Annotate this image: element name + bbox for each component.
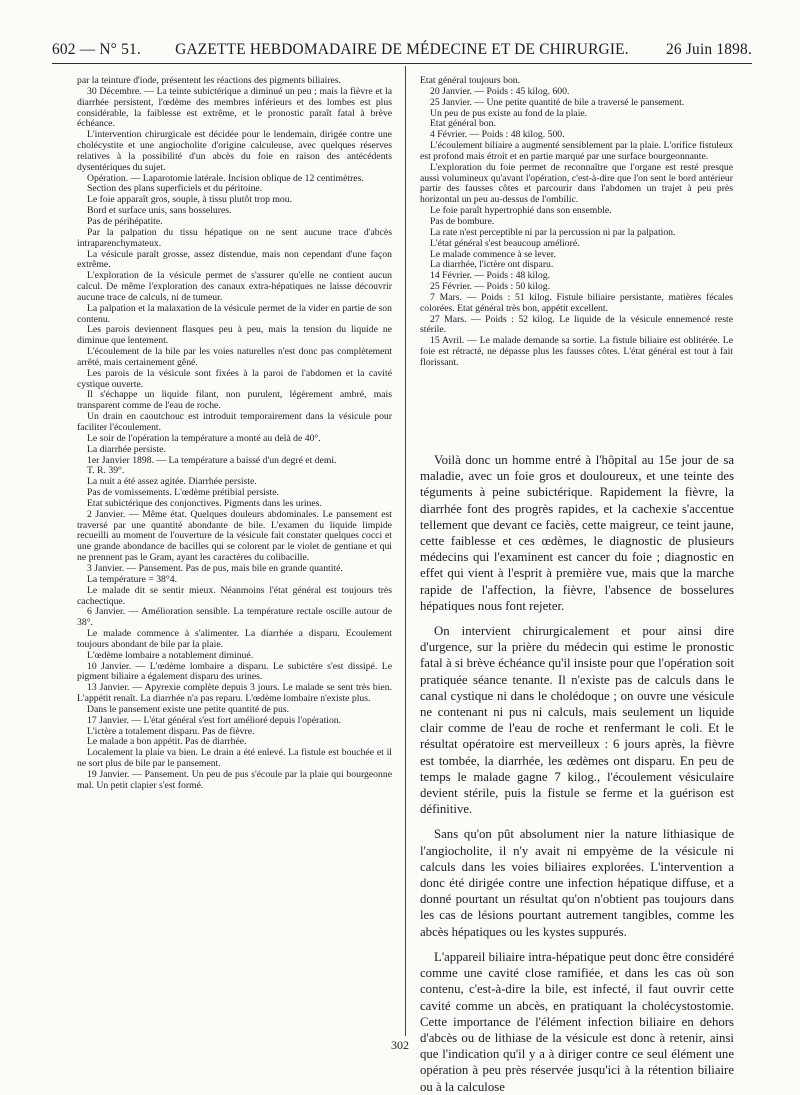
paragraph: Section des plans superficiels et du péritoine. <box>87 183 263 195</box>
paragraph: La nuit a été assez agitée. Diarrhée persiste. <box>87 476 257 488</box>
paragraph: Le malade commence à s'alimenter. La diarrhée a disparu. Ecoulement toujours abondant de bile par la plaie. <box>77 628 392 650</box>
paragraph: Pas de bombure. <box>430 215 495 227</box>
paragraph: 13 Janvier. — Apyrexie complète depuis 3 jours. Le malade se sent très bien. L'appétit renaît. La diarrhée n'a pas reparu. L'œdème lombaire n'existe plus. <box>77 682 392 705</box>
paragraph: par la teinture d'iode, présentent les réactions des pigments biliaires. <box>77 75 342 86</box>
right-column-discussion <box>420 452 734 1094</box>
journal-title: GAZETTE HEBDOMADAIRE DE MÉDECINE ET DE CHIRURGIE. <box>175 41 629 58</box>
paragraph: L'état général s'est beaucoup amélioré. <box>430 237 580 249</box>
paragraph: 14 Février. — Poids : 48 kilog. <box>430 270 551 282</box>
left-column <box>77 76 392 1031</box>
paragraph: Dans le pansement existe une petite quantité de pus. <box>87 703 290 715</box>
paragraph: 15 Avril. — Le malade demande sa sortie. La fistule biliaire est oblitérée. Le foie est rétracté, ne dépasse plus les fausses côtes. L'état général est tout à fait florissant. <box>420 335 733 368</box>
paragraph: 30 Décembre. — La teinte subictérique a diminué un peu ; mais la fièvre et la diarrhée persistent, l'œdème des membres inférieurs et des lombes est plus considérable, la faiblesse est extrême, et le pronostic paraît fatal à brève échéance. <box>77 85 392 130</box>
paragraph: La diarrhée, l'ictère ont disparu. <box>430 259 554 271</box>
page-number-issue: 602 — N° 51. <box>52 41 141 58</box>
paragraph: 19 Janvier. — Pansement. Un peu de pus s'écoule par la plaie qui bourgeonne mal. Un petit clapier s'est formé. <box>77 769 392 791</box>
paragraph: 20 Janvier. — Poids : 45 kilog. 600. <box>430 85 570 97</box>
right-column-case-notes <box>420 76 733 448</box>
paragraph: Le foie paraît hypertrophié dans son ensemble. <box>430 205 612 217</box>
paragraph: La diarrhée persiste. <box>87 443 166 455</box>
paragraph: L'intervention chirurgicale est décidée pour le lendemain, dirigée contre une cholécystite et une angiocholite d'origine calculeuse, avec quelques réserves relatives à la possibilité d'un abcès du foie en raison des antécédents dysentériques du sujet. <box>77 129 392 173</box>
paragraph: 6 Janvier. — Amélioration sensible. La température rectale oscille autour de 38°. <box>77 606 392 629</box>
paragraph: L'ictère a totalement disparu. Pas de fièvre. <box>87 725 255 737</box>
paragraph: Les parois deviennent flasques peu à peu, mais la tension du liquide ne diminue que lentement. <box>77 324 392 347</box>
paragraph: 3 Janvier. — Pansement. Pas de pus, mais bile en grande quantité. <box>87 562 343 574</box>
paragraph: La température = 38°4. <box>87 573 178 585</box>
paragraph: 2 Janvier. — Même état. Quelques douleurs abdominales. Le pansement est traversé par une quantité abondante de bile. L'examen du liquide limpide recueilli au moment de l'ouverture de la vésicule fait constater quelques cocci et une grande abondance de bacilles qui se colorent par le violet de gentiane et qui ne prennent pas le Gram, ayant les caractères du colibacille. <box>77 508 392 564</box>
paragraph: Le malade a bon appétit. Pas de diarrhée. <box>87 736 247 748</box>
issue-date: 26 Juin 1898. <box>666 41 752 58</box>
paragraph: 10 Janvier. — L'œdème lombaire a disparu. Le subictère s'est dissipé. Le pigment biliaire a également disparu des urines. <box>77 660 392 683</box>
paragraph: T. R. 39°. <box>87 465 125 477</box>
paragraph: La rate n'est perceptible ni par la percussion ni par la palpation. <box>430 226 676 238</box>
paragraph: 7 Mars. — Poids : 51 kilog. Fistule biliaire persistante, matières fécales colorées. Etat général très bon, appétit excellent. <box>420 291 733 314</box>
paragraph: 25 Janvier. — Une petite quantité de bile a traversé le pansement. <box>430 96 685 108</box>
paragraph: Pas de vomissements. L'œdème prétibial persiste. <box>87 487 279 499</box>
paragraph: Par la palpation du tissu hépatique on ne sent aucune trace d'abcès intraparenchymateux. <box>77 226 392 249</box>
paragraph: Etat général toujours bon. <box>420 75 521 86</box>
paragraph: 27 Mars. — Poids : 52 kilog. Le liquide de la vésicule ennemencé reste stérile. <box>420 313 733 336</box>
paragraph: Le soir de l'opération la température a monté au delà de 40°. <box>87 432 321 444</box>
paragraph: Un peu de pus existe au fond de la plaie. <box>430 107 588 119</box>
paragraph: 25 Février. — Poids : 50 kilog. <box>430 281 551 293</box>
paragraph: Le foie apparaît gros, souple, à tissu plutôt trop mou. <box>87 194 293 206</box>
paragraph: Les parois de la vésicule sont fixées à la paroi de l'abdomen et la cavité cystique ouverte. <box>77 367 392 390</box>
paragraph: 1er Janvier 1898. — La température a baissé d'un degré et demi. <box>87 454 337 466</box>
header-rule <box>52 63 752 64</box>
paragraph: Sans qu'on pût absolument nier la nature lithiasique de l'angiocholite, il n'y avait ni empyème de la vésicule ni calculs dans les voies biliaires explorées. L'intervention a donc été dirigée contre une infection hépatique diffuse, et a donné pourtant un résultat qu'on n'obtient pas toujours dans les cas de lésions pourtant autrement tangibles, comme les abcès hépatiques ou les kystes suppurés. <box>420 827 734 939</box>
paragraph: Un drain en caoutchouc est introduit temporairement dans la vésicule pour faciliter l'écoulement. <box>77 411 392 433</box>
paragraph: L'exploration du foie permet de reconnaître que l'organe est resté presque aussi volumineux qu'avant l'opération, c'est-à-dire que l'on sent le bord antérieur partir des fausses côtes et parcourir dans l'abdomen un trajet à peu près horizontal un peu au-dessus de l'ombilic. <box>420 161 733 206</box>
running-header <box>52 37 752 63</box>
paragraph: L'appareil biliaire intra-hépatique peut donc être considéré comme une cavité close ramifiée, et dans les cas où son contenu, c'est-à-dire la bile, est infecté, il faut ouvrir cette cavité comme un abcès, en pratiquant la cholécystostomie. Cette importance de l'élément infection biliaire en dehors d'abcès ou de lithiase de la vésicule est donc à retenir, ainsi que l'indication qu'il y a à diriger contre ce seul élément une opération à peu près réservée jusqu'ici à la rétention biliaire ou à la calculose <box>420 949 734 1094</box>
paragraph: Voilà donc un homme entré à l'hôpital au 15e jour de sa maladie, avec un foie gros et douloureux, et une teinte des téguments à peine subictérique. Rapidement la fièvre, la diarrhée font des progrès rapides, et la cachexie s'accentue tellement que devant ce faciès, cette maigreur, ce teint jaune, cette faiblesse et ces œdèmes, le diagnostic de plusieurs médecins qui l'examinent est cancer du foie ; diagnostic en effet qui vient à l'esprit à première vue, mais que la marche rapide de l'affection, la fièvre, l'absence de bosselures hépatiques nous font rejeter. <box>420 453 734 613</box>
column-divider <box>405 66 406 1036</box>
paragraph: Bord et surface unis, sans bosselures. <box>87 205 232 217</box>
paragraph: On intervient chirurgicalement et pour ainsi dire d'urgence, sur la prière du médecin qui estime le pronostic fatal à si brève échéance qu'il insiste pour que l'opération soit pratiquée séance tenante. Il n'existe pas de calculs dans le canal cystique ni dans le cholédoque ; on ouvre une vésicule ne contenant ni pus ni calculs, mais seulement un liquide clair comme de l'eau de roche et renfermant le coli. Et le résultat opératoire est merveilleux : 6 jours après, la fièvre est tombée, la diarrhée, les œdèmes ont disparu. En peu de temps le malade gagne 7 kilog., l'écoulement vésiculaire devient stérile, puis la fistule se ferme et la guérison est définitive. <box>420 624 734 817</box>
paragraph: Le malade dit se sentir mieux. Néanmoins l'état général est toujours très cachectique. <box>77 584 392 607</box>
paragraph: Pas de périhépatite. <box>87 215 163 227</box>
paragraph: L'écoulement biliaire a augmenté sensiblement par la plaie. L'orifice fistuleux est profond mais étroit et en partie marqué par une surface bourgeonnante. <box>420 140 733 162</box>
paragraph: 4 Février. — Poids : 48 kilog. 500. <box>430 129 565 141</box>
paragraph: La palpation et la malaxation de la vésicule permet de la vider en partie de son contenu. <box>77 302 392 325</box>
paragraph: Opération. — Laparotomie latérale. Incision oblique de 12 centimètres. <box>87 172 364 184</box>
paragraph: Localement la plaie va bien. Le drain a été enlevé. La fistule est bouchée et il ne sort plus de bile par le pansement. <box>77 747 392 770</box>
paragraph: L'exploration de la vésicule permet de s'assurer qu'elle ne contient aucun calcul. De même l'exploration des canaux extra-hépatiques ne laisse découvrir aucune trace de calculs, ni de tumeur. <box>77 270 392 303</box>
paragraph: 17 Janvier. — L'état général s'est fort amélioré depuis l'opération. <box>87 714 342 726</box>
paragraph: L'écoulement de la bile par les voies naturelles n'est donc pas complètement arrêté, mais certainement gêné. <box>77 346 392 368</box>
paragraph: Le malade commence à se lever. <box>430 248 556 260</box>
paragraph: Etat subictérique des conjonctives. Pigments dans les urines. <box>87 497 322 509</box>
paragraph: L'œdème lombaire a notablement diminué. <box>87 649 254 661</box>
folio: 302 <box>391 1038 409 1052</box>
paragraph: Etat général bon. <box>430 118 496 130</box>
paragraph: La vésicule paraît grosse, assez distendue, mais non cependant d'une façon extrême. <box>77 248 392 271</box>
paragraph: Il s'échappe un liquide filant, non purulent, légèrement ambré, mais transparent comme de l'eau de roche. <box>77 389 392 412</box>
